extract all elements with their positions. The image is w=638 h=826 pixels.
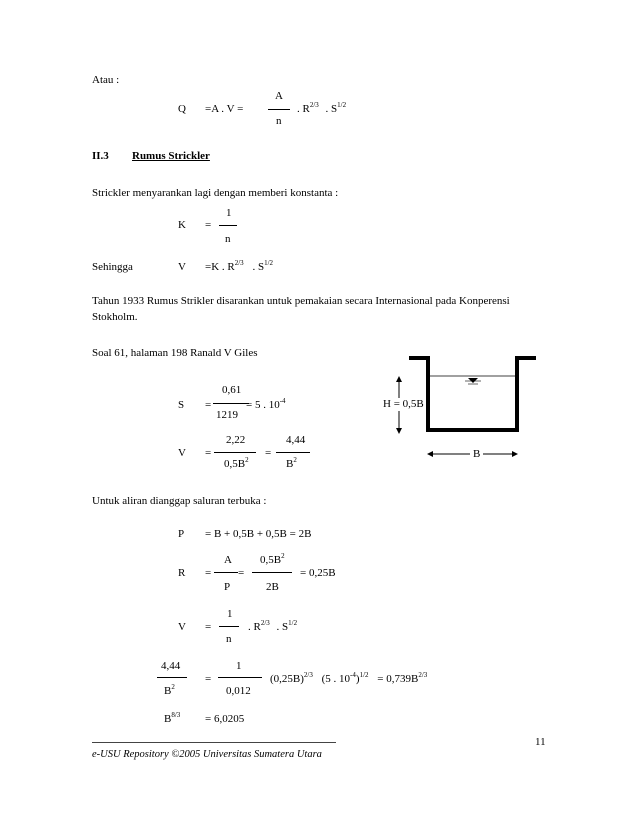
- eq-r-num2-exp: 2: [281, 552, 285, 560]
- eq-s-rhs: = 5 . 10: [246, 399, 280, 411]
- strickler-text: Strickler menyarankan lagi dengan memberi konstanta :: [92, 187, 339, 199]
- eq-v2-num1: 2,22: [226, 434, 246, 446]
- eq-final-bar1: [157, 677, 187, 678]
- eq-q-lhs: Q: [178, 103, 186, 115]
- channel-walls: [409, 358, 536, 430]
- paragraph-line2: Stokholm.: [92, 311, 138, 323]
- eq-r-bar1: [214, 572, 238, 573]
- eq-b-lhs-exp: 8/3: [171, 711, 181, 719]
- arrow-left-icon: [427, 451, 433, 457]
- eq-k-bar: [219, 225, 237, 226]
- soal-reference: Soal 61, halaman 198 Ranald V Giles: [92, 347, 258, 359]
- eq-s-num: 0,61: [222, 384, 242, 396]
- eq-final-r3: ): [355, 673, 360, 685]
- eq-v1-exp2: 1/2: [264, 259, 274, 267]
- eq-final-eq: =: [205, 673, 212, 685]
- eq-final-r3-exp: 1/2: [359, 671, 369, 679]
- eq-v3-bar: [219, 626, 239, 627]
- eq-r-lhs: R: [178, 567, 186, 579]
- eq-v1-dot: . S: [252, 261, 265, 273]
- eq-b-rhs: = 6,0205: [205, 713, 245, 725]
- eq-q-exp2: 1/2: [337, 101, 347, 109]
- eq-final-r4: = 0,739B: [377, 673, 419, 685]
- eq-q-den: n: [276, 115, 282, 127]
- eq-q-num: A: [275, 90, 283, 102]
- arrow-down-icon: [396, 428, 402, 434]
- eq-v1-lhs: V: [178, 261, 186, 273]
- eq-v3-eq: =: [205, 621, 212, 633]
- eq-v2-den2-exp: 2: [293, 456, 297, 464]
- paragraph-line1: Tahun 1933 Rumus Strikler disarankan untuk pemakaian secara Internasional pada Konperensi: [92, 295, 510, 307]
- eq-v3-exp1: 2/3: [260, 619, 270, 627]
- footer-rule: [92, 742, 336, 743]
- eq-v1-mid: =K . R: [205, 261, 235, 273]
- eq-q-mid: =A . V =: [205, 103, 244, 115]
- eq-q-bar: [268, 109, 290, 110]
- eq-p-lhs: P: [178, 528, 185, 540]
- eq-r-den2: 2B: [266, 581, 279, 593]
- open-channel-text: Untuk aliran dianggap saluran terbuka :: [92, 495, 267, 507]
- eq-v2-den2: B: [286, 458, 294, 470]
- eq-q-exp1: 2/3: [309, 101, 319, 109]
- eq-k-eq: =: [205, 219, 212, 231]
- eq-v3-num: 1: [227, 608, 233, 620]
- eq-k-den: n: [225, 233, 231, 245]
- eq-v3-tail: . R: [248, 621, 261, 633]
- page-number: 11: [535, 736, 546, 748]
- eq-v3-dot: . S: [276, 621, 289, 633]
- eq-r-num2: 0,5B: [260, 554, 282, 566]
- eq-r-eq: =: [205, 567, 212, 579]
- eq-v2-den1-exp: 2: [245, 456, 249, 464]
- eq-b-lhs: B: [164, 713, 172, 725]
- sehingga-label: Sehingga: [92, 261, 133, 273]
- water-level-icon: [468, 378, 478, 383]
- eq-k-num: 1: [226, 207, 232, 219]
- arrow-right-icon: [512, 451, 518, 457]
- eq-final-den1: B: [164, 685, 172, 697]
- eq-s-bar: [213, 403, 249, 404]
- eq-s-exp: -4: [279, 397, 286, 405]
- section-title: Rumus Strickler: [132, 150, 210, 162]
- eq-final-den2: 0,012: [226, 685, 251, 697]
- eq-final-r4-exp: 2/3: [418, 671, 428, 679]
- eq-v2-num2: 4,44: [286, 434, 306, 446]
- eq-v3-lhs: V: [178, 621, 186, 633]
- eq-s-eq: =: [205, 399, 212, 411]
- intro-label: Atau :: [92, 74, 120, 86]
- eq-final-r1: (0,25B): [270, 673, 304, 685]
- eq-final-r2-exp: -4: [350, 671, 356, 679]
- eq-r-bar2: [252, 572, 292, 573]
- eq-final-bar2: [218, 677, 262, 678]
- eq-q-tail: . R: [297, 103, 310, 115]
- eq-final-num1: 4,44: [161, 660, 181, 672]
- eq-v2-bar1: [214, 452, 256, 453]
- h-label: H = 0,5B: [383, 398, 424, 410]
- eq-final-den1-exp: 2: [171, 683, 175, 691]
- eq-v2-den1: 0,5B: [224, 458, 246, 470]
- eq-final-r2: (5 . 10: [321, 673, 351, 685]
- eq-v2-eq: =: [205, 447, 212, 459]
- eq-k-lhs: K: [178, 219, 186, 231]
- arrow-up-icon: [396, 376, 402, 382]
- eq-s-lhs: S: [178, 399, 185, 411]
- b-label: B: [470, 448, 483, 461]
- eq-r-eq2: =: [238, 567, 245, 579]
- eq-final-num2: 1: [236, 660, 242, 672]
- eq-v3-exp2: 1/2: [288, 619, 298, 627]
- section-number: II.3: [92, 150, 109, 162]
- eq-r-rhs: = 0,25B: [300, 567, 336, 579]
- eq-v1-exp1: 2/3: [234, 259, 244, 267]
- eq-v2-eq2: =: [265, 447, 272, 459]
- eq-q-tail2: . S: [325, 103, 338, 115]
- eq-v3-den: n: [226, 633, 232, 645]
- footer-text: e-USU Repository ©2005 Universitas Sumatera Utara: [92, 749, 322, 760]
- eq-final-r1-exp: 2/3: [303, 671, 313, 679]
- eq-r-den1: P: [224, 581, 231, 593]
- eq-r-num1: A: [224, 554, 232, 566]
- eq-p-rhs: = B + 0,5B + 0,5B = 2B: [205, 528, 312, 540]
- eq-s-den: 1219: [216, 409, 238, 421]
- eq-v2-bar2: [276, 452, 310, 453]
- eq-v2-lhs: V: [178, 447, 186, 459]
